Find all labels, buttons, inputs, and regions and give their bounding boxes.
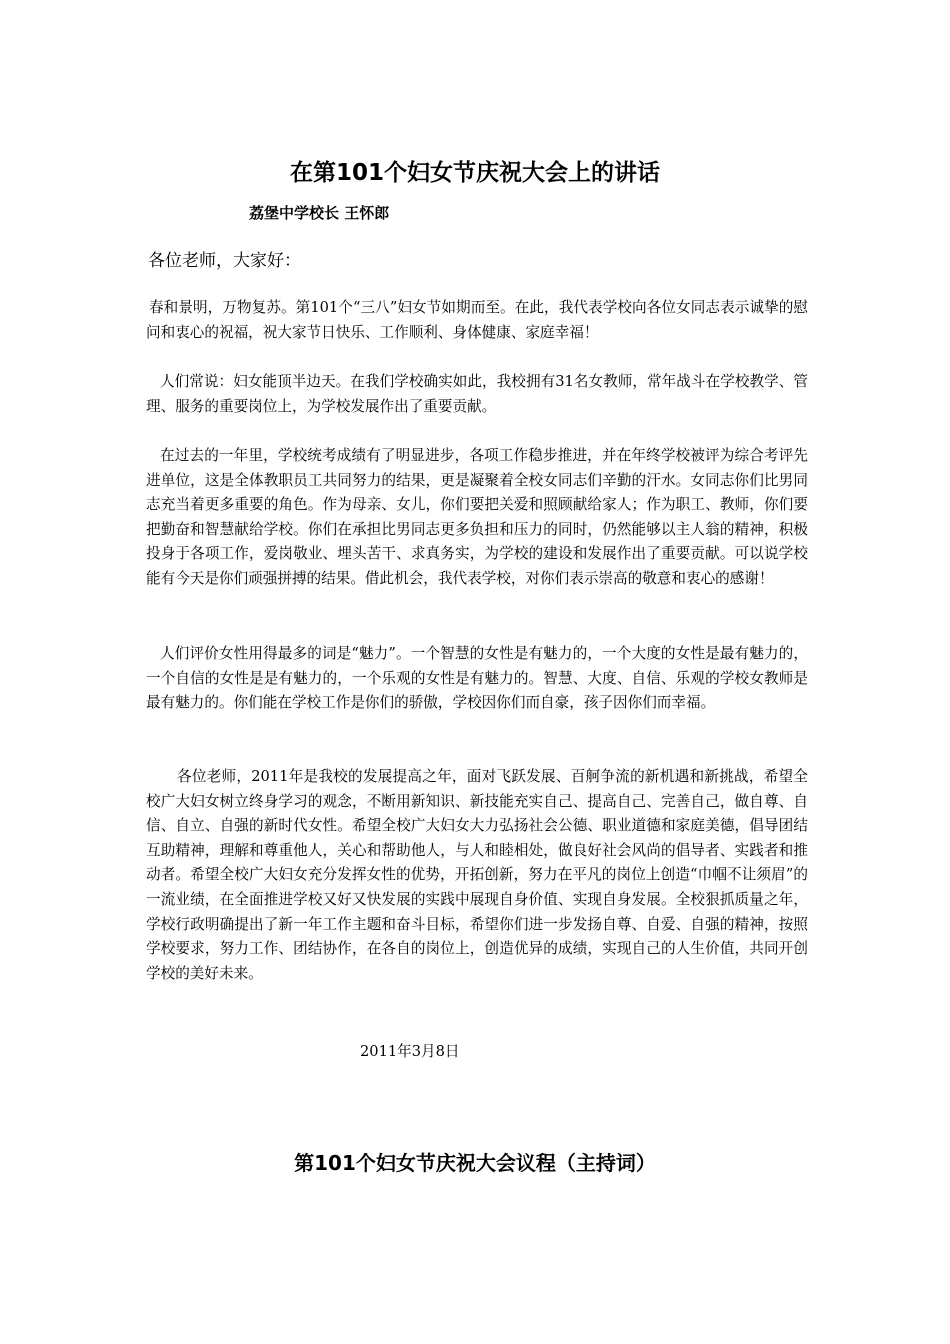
paragraph-opening: 春和景明，万物复苏。第101个“三八”妇女节如期而至。在此，我代表学校向各位女同志表示诚挚的慰问和衷心的祝福，祝大家节日快乐、工作顺利、身体健康、家庭幸福！ [146,299,808,341]
speaker-byline: 荔堡中学校长 王怀郎 [249,204,390,222]
speech-date: 2011年3月8日 [360,1043,460,1060]
paragraph-hopes-2011: 各位老师，2011年是我校的发展提高之年，面对飞跃发展、百舸争流的新机遇和新挑战，希望全校广大妇女树立终身学习的观念，不断用新知识、新技能充实自己、提高自己、完善自己，做自尊、自信、自立、自强的新时代女性。希望全校广大妇女大力弘扬社会公德、职业道德和家庭美德，倡导团结互助精神，理解和尊重他人，关心和帮助他人，与人和睦相处，做良好社会风尚的倡导者、实践者和推动者。希望全校广大妇女充分发挥女性的优势，开拓创新，努力在平凡的岗位上创造“巾帼不让须眉”的一流业绩，在全面推进学校又好又快发展的实践中展现自身价值、实现自身发展。全校狠抓质量之年，学校行政明确提出了新一年工作主题和奋斗目标，希望你们进一步发扬自尊、自爱、自强的精神，按照学校要求，努力工作、团结协作，在各自的岗位上，创造优异的成绩，实现自己的人生价值，共同开创学校的美好未来。 [146,768,808,982]
agenda-title: 第101个妇女节庆祝大会议程（主持词） [294,1151,656,1175]
greeting-line: 各位老师，大家好： [148,251,301,271]
paragraph-past-year: 在过去的一年里，学校统考成绩有了明显进步，各项工作稳步推进，并在年终学校被评为综合考评先进单位，这是全体教职员工共同努力的结果，更是凝聚着全校女同志们辛勤的汗水。女同志你们比男同志充当着更多重要的角色。作为母亲、女儿，你们要把关爱和照顾献给家人；作为职工、教师，你们要把勤奋和智慧献给学校。你们在承担比男同志更多负担和压力的同时，仍然能够以主人翁的精神，积极投身于各项工作，爱岗敬业、埋头苦干、求真务实，为学校的建设和发展作出了重要贡献。可以说学校能有今天是你们顽强拼搏的结果。借此机会，我代表学校，对你们表示崇高的敬意和衷心的感谢！ [146,447,808,587]
speech-title: 在第101个妇女节庆祝大会上的讲话 [289,160,660,186]
paragraph-charm: 人们评价女性用得最多的词是“魅力”。一个智慧的女性是有魅力的，一个大度的女性是最有魅力的，一个自信的女性是是有魅力的，一个乐观的女性是有魅力的。智慧、大度、自信、乐观的学校女教师是最有魅力的。你们能在学校工作是你们的骄傲，学校因你们而自豪，孩子因你们而幸福。 [146,645,808,712]
paragraph-half-the-sky: 人们常说：妇女能顶半边天。在我们学校确实如此，我校拥有31名女教师，常年战斗在学校教学、管理、服务的重要岗位上，为学校发展作出了重要贡献。 [146,373,808,415]
